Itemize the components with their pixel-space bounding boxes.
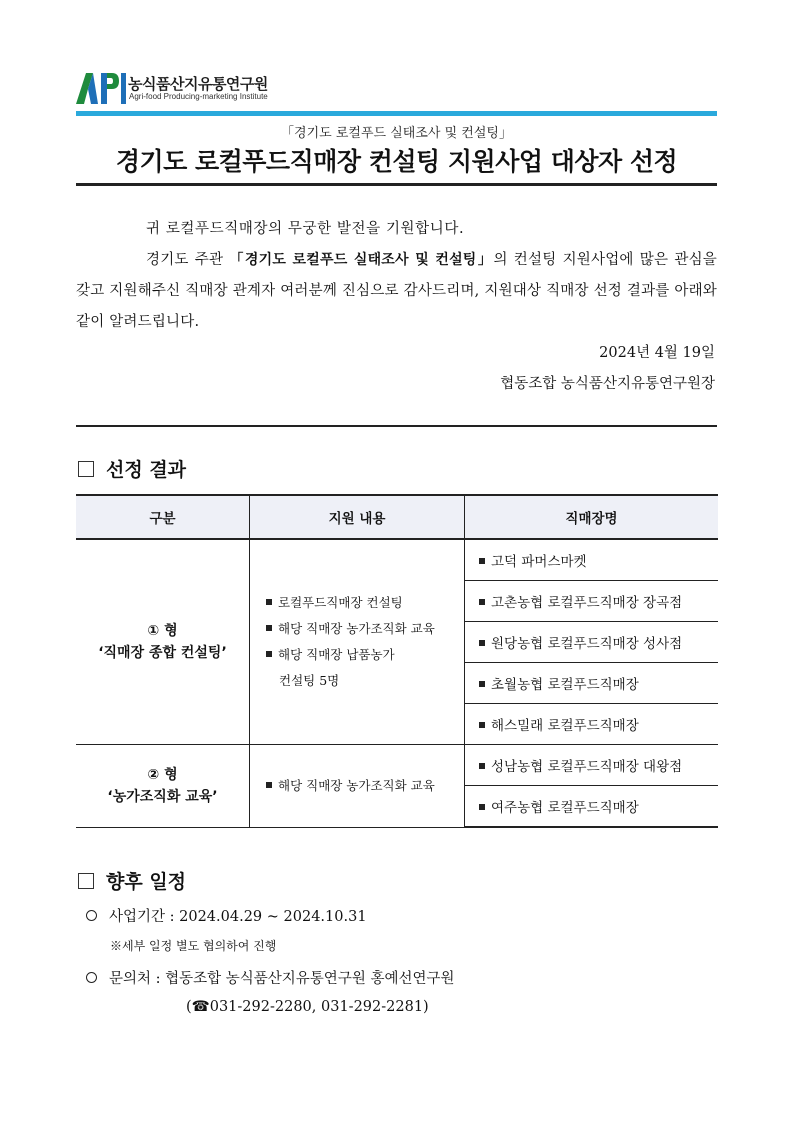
intro-text-pre: 경기도 주관: [146, 252, 230, 268]
signatory: 협동조합 농식품산지유통연구원장: [500, 376, 715, 392]
table-header-row: [76, 495, 718, 539]
support-item: 해당 직매장 농가조직화 교육: [278, 621, 435, 636]
store-name: 성남농협 로컬푸드직매장 대왕점: [491, 759, 683, 775]
store-name: 원당농협 로컬푸드직매장 성사점: [491, 636, 683, 652]
header-bar: [76, 111, 717, 116]
store-cell: [465, 745, 719, 786]
document-subtitle: 「경기도 로컬푸드 실태조사 및 컨설팅」: [281, 126, 512, 141]
col-store: 직매장명: [465, 495, 719, 539]
bullet-icon: [266, 782, 272, 788]
api-logo-icon: [76, 71, 126, 105]
type1-support: [250, 539, 465, 745]
list-item: [266, 590, 464, 616]
circle-bullet-icon: [86, 910, 97, 921]
intro-body: [76, 214, 717, 400]
schedule-heading-text: 향후 일정: [106, 871, 187, 893]
col-category: 구분: [76, 495, 250, 539]
square-bullet-icon: [78, 873, 94, 889]
bullet-icon: [479, 640, 485, 646]
circle-bullet-icon: [86, 972, 97, 983]
store-cell: [465, 539, 719, 581]
store-name: 여주농협 로컬푸드직매장: [491, 800, 639, 816]
store-cell: [465, 622, 719, 663]
store-cell: [465, 786, 719, 828]
org-name: 농식품산지유통연구원: [128, 75, 268, 93]
section-divider: [76, 425, 717, 427]
col-support: 지원 내용: [250, 495, 465, 539]
type2-category: [76, 745, 250, 828]
store-name: 고덕 파머스마켓: [491, 554, 587, 570]
schedule-note: ※세부 일정 별도 협의하여 진행: [110, 939, 277, 953]
list-item: [266, 773, 464, 799]
intro-paragraph: [76, 245, 717, 338]
schedule-contact: [76, 967, 717, 988]
bullet-icon: [479, 681, 485, 687]
schedule-period: [76, 905, 717, 926]
bullet-icon: [479, 722, 485, 728]
intro-text-post: 의 컨설팅 지원사업에 많은 관심을 갖고 지원해주신 직매장 관계자 여러분께 진심으로 감사드리며, 지원대상 직매장 선정 결과를 아래와 같이 알려드립니다.: [76, 252, 717, 330]
schedule-heading: [76, 867, 186, 894]
list-item: [266, 642, 464, 668]
support-item: 해당 직매장 납품농가: [278, 647, 395, 662]
store-cell: [465, 663, 719, 704]
org-name-en: Agri-food Producing-marketing Institute: [129, 92, 268, 101]
result-heading: [76, 455, 186, 482]
bullet-icon: [266, 651, 272, 657]
result-heading-text: 선정 결과: [106, 459, 187, 481]
project-name: 「경기도 로컬푸드 실태조사 및 컨설팅」: [229, 252, 494, 268]
type1-name: ‘직매장 종합 컨설팅’: [98, 645, 227, 661]
contact-text: 문의처 : 협동조합 농식품산지유통연구원 홍예선연구원: [109, 971, 455, 987]
period-text: 사업기간 : 2024.04.29 ~ 2024.10.31: [109, 909, 367, 925]
type2-number: ② 형: [147, 766, 178, 783]
type2-support: [250, 745, 465, 828]
selection-table: [76, 494, 718, 828]
store-cell: [465, 704, 719, 745]
store-name: 고촌농협 로컬푸드직매장 장곡점: [491, 595, 683, 611]
support-item: 해당 직매장 농가조직화 교육: [278, 777, 435, 793]
bullet-icon: [266, 625, 272, 631]
type1-number: ① 형: [147, 623, 178, 639]
square-bullet-icon: [78, 461, 94, 477]
title-divider: [76, 183, 717, 186]
table-row: [76, 539, 718, 581]
intro-greeting: 귀 로컬푸드직매장의 무궁한 발전을 기원합니다.: [146, 221, 465, 237]
bullet-icon: [479, 763, 485, 769]
document-date: 2024년 4월 19일: [599, 345, 715, 361]
support-item-cont: 컨설팅 5명: [279, 673, 340, 688]
bullet-icon: [479, 558, 485, 564]
bullet-icon: [266, 599, 272, 605]
store-name: 해스밀래 로컬푸드직매장: [491, 718, 639, 734]
document-title: 경기도 로컬푸드직매장 컨설팅 지원사업 대상자 선정: [115, 147, 678, 176]
bullet-icon: [479, 804, 485, 810]
support-item: 로컬푸드직매장 컨설팅: [278, 595, 403, 610]
store-name: 초월농협 로컬푸드직매장: [491, 677, 639, 693]
bullet-icon: [479, 599, 485, 605]
contact-phone: (☎031-292-2280, 031-292-2281): [186, 999, 429, 1015]
type1-category: [76, 539, 250, 745]
table-row: [76, 745, 718, 786]
type2-name: ‘농가조직화 교육’: [107, 788, 218, 805]
store-cell: [465, 581, 719, 622]
list-item: [266, 616, 464, 642]
